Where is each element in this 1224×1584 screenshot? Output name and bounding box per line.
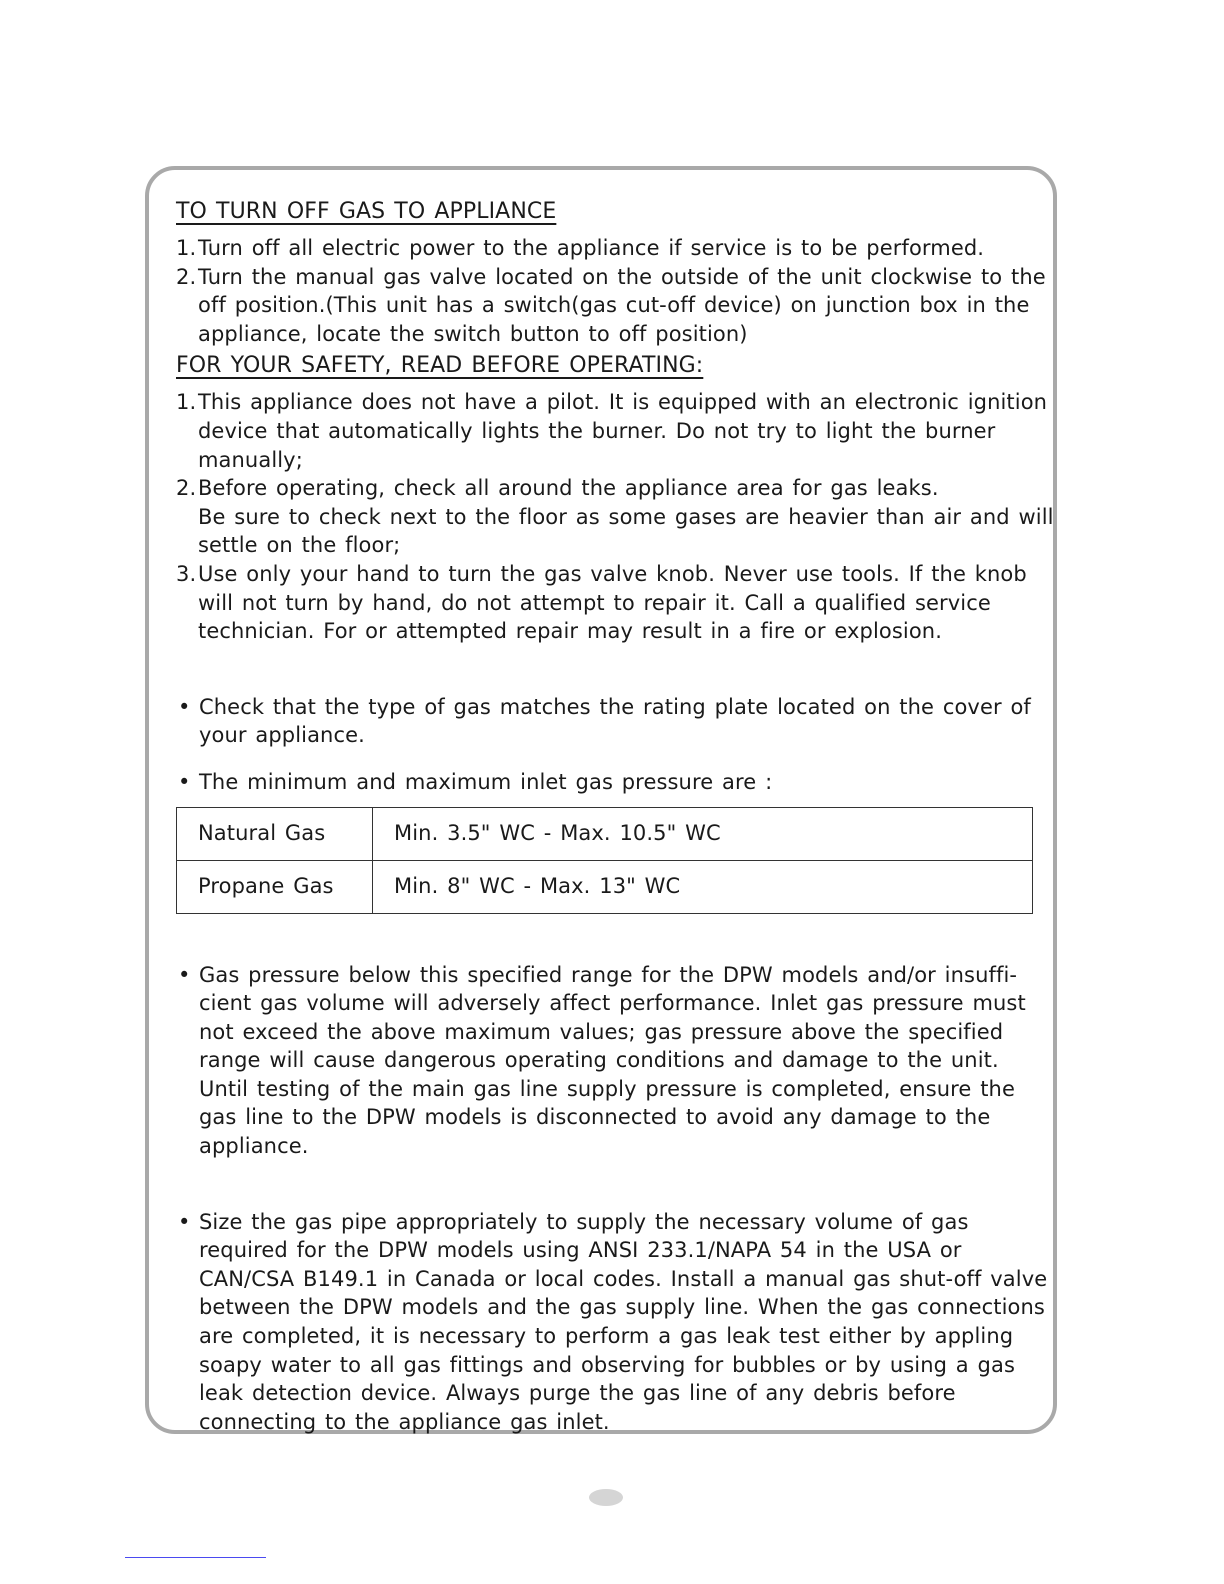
safety-step-1 <box>176 388 1056 474</box>
step-text-continued: Be sure to check next to the floor as some gases are heavier than air and will settle on the floor; <box>198 504 1054 558</box>
footer-rule <box>125 1557 266 1558</box>
bullet-dot: • <box>178 1209 191 1234</box>
page-content <box>176 194 1056 1436</box>
pressure-range-cell: Min. 3.5" WC - Max. 10.5" WC <box>373 807 1033 860</box>
bullet-pressure-intro <box>176 768 1056 797</box>
gas-pressure-table <box>176 807 1033 914</box>
bullet-check-gas-type <box>176 693 1056 750</box>
gas-type-cell: Natural Gas <box>177 807 373 860</box>
step-number: 1. <box>176 390 197 415</box>
bullet-pressure-warning <box>176 961 1056 1161</box>
step-text: Before operating, check all around the appliance area for gas leaks. <box>198 476 939 501</box>
step-number: 2. <box>176 264 197 289</box>
heading-turn-off-gas: TO TURN OFF GAS TO APPLIANCE <box>176 199 557 224</box>
safety-step-3 <box>176 560 1056 646</box>
step-number: 1. <box>176 236 197 260</box>
bullet-dot: • <box>178 769 191 794</box>
turn-off-step-1 <box>176 234 1056 263</box>
bullet-dot: • <box>178 962 191 987</box>
table-row <box>177 860 1033 913</box>
bullet-text: Check that the type of gas matches the rating plate located on the cover of your appliance. <box>199 694 1031 748</box>
bullet-dot: • <box>178 694 191 719</box>
step-text: This appliance does not have a pilot. It is equipped with an electronic ignition device that automatically lights the burner. Do not try to light the burner manually; <box>198 390 1048 472</box>
table-row <box>177 807 1033 860</box>
bullet-text: Size the gas pipe appropriately to supply the necessary volume of gas required for the DPW models using ANSI 233.1/NAPA 54 in the USA or CAN/CSA B149.1 in Canada or local codes. Install a manual gas shut-off valve between the DPW models and the gas supply line. When the gas connections are completed, it is necessary to perform a gas leak test either by appling soapy water to all gas fittings and observing for bubbles or by using a gas leak detection device. Always purge the gas line of any debris before connecting to the appliance gas inlet. <box>199 1209 1048 1434</box>
safety-step-2 <box>176 474 1056 560</box>
step-number: 2. <box>176 476 197 501</box>
turn-off-step-2 <box>176 263 1056 349</box>
bullet-pipe-sizing <box>176 1208 1056 1437</box>
gas-type-cell: Propane Gas <box>177 860 373 913</box>
pressure-range-cell: Min. 8" WC - Max. 13" WC <box>373 860 1033 913</box>
step-text: Turn off all electric power to the appliance if service is to be performed. <box>198 236 985 260</box>
step-number: 3. <box>176 561 197 586</box>
bullet-text: Gas pressure below this specified range for the DPW models and/or insuffi-cient gas volume will adversely affect performance. Inlet gas pressure must not exceed the above maximum values; gas pressure above the specified range will cause dangerous operating conditions and damage to the unit. Until testing of the main gas line supply pressure is completed, ensure the gas line to the DPW models is disconnected to avoid any damage to the appliance. <box>199 962 1026 1159</box>
bullet-text: The minimum and maximum inlet gas pressure are : <box>199 769 773 794</box>
page-number-marker <box>589 1489 623 1506</box>
heading-safety: FOR YOUR SAFETY, READ BEFORE OPERATING: <box>176 353 704 379</box>
step-text: Turn the manual gas valve located on the outside of the unit clockwise to the off position.(This unit has a switch(gas cut-off device) on junction box in the appliance, locate the switch button to off position) <box>198 264 1046 346</box>
step-text: Use only your hand to turn the gas valve knob. Never use tools. If the knob will not turn by hand, do not attempt to repair it. Call a qualified service technician. For or attempted repair may result in a fire or explosion. <box>198 561 1027 644</box>
